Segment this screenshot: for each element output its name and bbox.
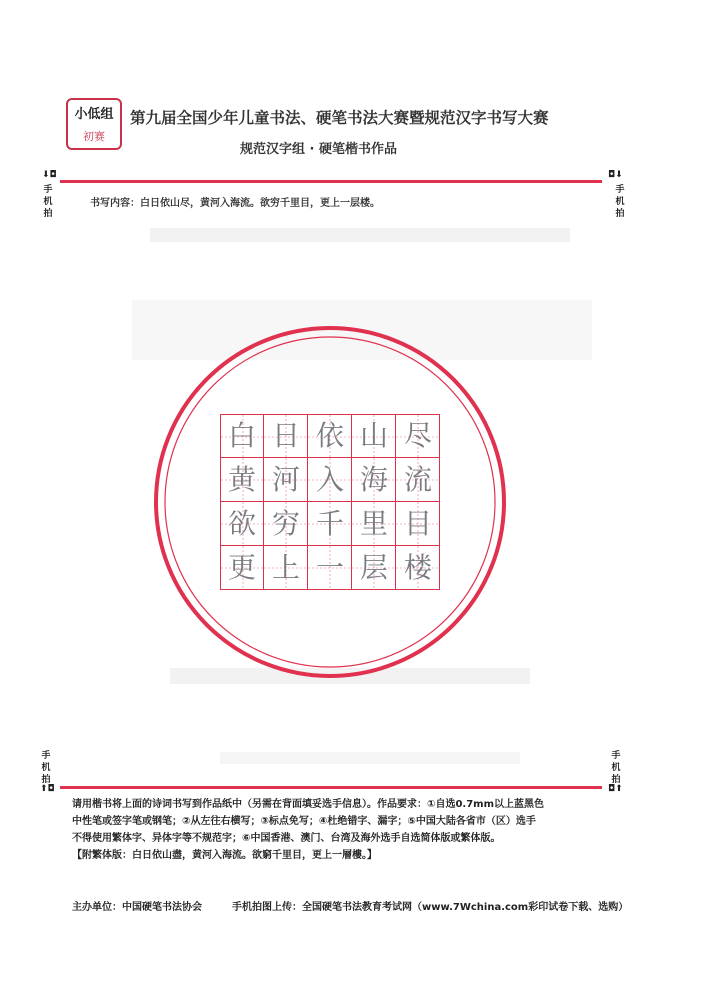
arrow-down-icon: ⬇ <box>42 170 50 180</box>
handwritten-character: 千 <box>315 507 344 540</box>
handwritten-character: 依 <box>315 419 344 452</box>
handwritten-character: 上 <box>271 551 300 584</box>
bottom-right-marker <box>608 784 623 794</box>
arrow-up-icon: ⬆ <box>40 784 48 794</box>
camera-icon: ◘ <box>608 784 616 794</box>
upload-info: 手机拍图上传：全国硬笔书法教育考试网（www.7Wchina.com彩印试卷下载、选购） <box>232 902 629 913</box>
requirements-line: 请用楷书将上面的诗词书写到作品纸中（另需在背面填妥选手信息）。作品要求：①自选0.7mm以上蓝黑色 <box>72 799 545 810</box>
bottom-right-phone-label: 手 机 拍 <box>611 751 621 785</box>
handwritten-character: 目 <box>403 507 432 540</box>
handwritten-character: 更 <box>227 551 256 584</box>
camera-icon: ◘ <box>49 170 57 180</box>
organizer: 主办单位：中国硬笔书法协会 <box>72 902 202 913</box>
page-title: 第九届全国少年儿童书法、硬笔书法大赛暨规范汉字书写大赛 <box>130 108 549 127</box>
badge-round-label: 初赛 <box>83 130 105 143</box>
top-left-phone-label: 手 机 拍 <box>43 185 53 219</box>
writing-grid <box>220 414 440 590</box>
handwritten-character: 楼 <box>403 551 432 584</box>
handwritten-character: 流 <box>403 463 432 496</box>
handwritten-character: 白 <box>227 419 256 452</box>
handwritten-character: 欲 <box>227 507 256 540</box>
camera-icon: ◘ <box>47 784 55 794</box>
traditional-version: 【附繁体版：白日依山盡，黄河入海流。欲窮千里目，更上一層樓。】 <box>72 850 377 861</box>
bottom-red-rule <box>60 786 602 789</box>
handwritten-character: 山 <box>359 419 388 452</box>
bottom-left-marker <box>40 784 55 794</box>
page-subtitle: 规范汉字组 · 硬笔楷书作品 <box>240 142 397 157</box>
handwritten-character: 一 <box>315 551 344 584</box>
arrow-down-icon: ⬇ <box>615 170 623 180</box>
handwritten-character: 日 <box>271 419 300 452</box>
writing-content: 书写内容：白日依山尽，黄河入海流。欲穷千里目，更上一层楼。 <box>90 198 380 209</box>
requirements-block <box>72 796 612 864</box>
requirements-line: 不得使用繁体字、异体字等不规范字；⑥中国香港、澳门、台湾及海外选手自选简体版或繁体版。 <box>72 833 501 844</box>
camera-icon: ◘ <box>608 170 616 180</box>
handwritten-character: 尽 <box>403 419 432 452</box>
handwritten-character: 黄 <box>227 463 256 496</box>
handwritten-character: 海 <box>359 463 388 496</box>
arrow-up-icon: ⬆ <box>615 784 623 794</box>
badge-group-label: 小低组 <box>74 107 114 122</box>
handwritten-character: 入 <box>315 463 344 496</box>
bottom-left-phone-label: 手 机 拍 <box>41 751 51 785</box>
top-right-phone-label: 手 机 拍 <box>615 185 625 219</box>
handwritten-character: 里 <box>359 507 388 540</box>
requirements-line: 中性笔或签字笔或钢笔；②从左往右横写；③标点免写；④杜绝错字、漏字；⑤中国大陆各省市（区）选手 <box>72 816 536 827</box>
handwritten-character: 穷 <box>271 507 300 540</box>
handwritten-character: 层 <box>359 551 388 584</box>
handwritten-character: 河 <box>271 463 300 496</box>
